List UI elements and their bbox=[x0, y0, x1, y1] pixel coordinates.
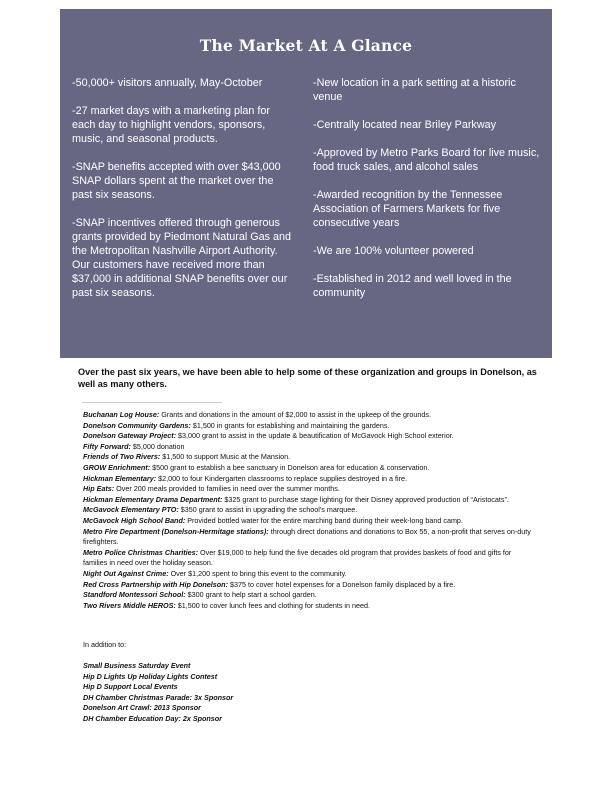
donation-item bbox=[83, 474, 531, 485]
donation-org: Hickman Elementary Drama Department: bbox=[83, 494, 223, 504]
market-at-a-glance-panel bbox=[60, 9, 552, 358]
donation-text: $500 grant to establish a bee sanctuary in Donelson area for education & conservation. bbox=[150, 462, 430, 472]
donation-org: McGavock Elementary PTO: bbox=[83, 505, 179, 515]
extra-item: Hip D Lights Up Holiday Lights Contest bbox=[83, 671, 218, 681]
donation-text: Over 200 meals provided to families in need over the summer months. bbox=[114, 484, 340, 494]
donation-org: Night Out Against Crime: bbox=[83, 568, 169, 578]
extra-item: DH Chamber Christmas Parade: 3x Sponsor bbox=[83, 692, 234, 702]
donation-item bbox=[83, 484, 531, 495]
donation-org: GROW Enrichment: bbox=[83, 462, 151, 472]
extra-item: Donelson Art Crawl: 2013 Sponsor bbox=[83, 703, 201, 713]
fact-item: -27 market days with a marketing plan for each day to highlight vendors, sponsors, music, and seasonal products. bbox=[72, 105, 271, 145]
fact-item: -SNAP incentives offered through generous grants provided by Piedmont Natural Gas and the Metropolitan Nashville Airport Authority. Our customers have received more than $37,000 in additional SNAP benefits over our past six seasons. bbox=[72, 217, 292, 299]
donation-text: Grants and donations in the amount of $2,000 to assist in the upkeep of the grounds. bbox=[159, 410, 431, 419]
donation-text: Over $19,000 to help fund the five decades old program that provides baskets of food and gifts for families in need over the holiday season. bbox=[83, 547, 512, 568]
donation-text: Provided bottled water for the entire marching band during their week-long band camp. bbox=[185, 515, 463, 525]
donation-org: Metro Police Christmas Charities: bbox=[83, 547, 199, 557]
panel-left-column bbox=[72, 76, 292, 314]
extra-item: Hip D Support Local Events bbox=[83, 682, 178, 692]
panel-title: The Market At A Glance bbox=[199, 36, 413, 55]
fact-item: -50,000+ visitors annually, May-October bbox=[72, 77, 263, 89]
donation-org: Buchanan Log House: bbox=[83, 410, 160, 419]
donation-org: Metro Fire Department (Donelson-Hermitage stations): bbox=[83, 526, 269, 536]
donation-org: Donelson Gateway Project: bbox=[83, 431, 177, 441]
donation-org: Red Cross Partnership with Hip Donelson: bbox=[83, 579, 228, 589]
donation-org: Fifty Forward: bbox=[83, 441, 131, 451]
addition-label: In addition to: bbox=[83, 640, 127, 649]
intro-text: Over the past six years, we have been able to help some of these organization and groups in Donelson, as well as many others. bbox=[78, 367, 537, 389]
fact-item: -SNAP benefits accepted with over $43,000 SNAP dollars spent at the market over the past six seasons. bbox=[72, 161, 281, 201]
donation-text: $375 to cover hotel expenses for a Donelson family displaced by a fire. bbox=[227, 579, 456, 589]
extra-item: Small Business Saturday Event bbox=[83, 661, 191, 670]
donation-text: through direct donations and donations to Box 55, a non-profit that serves on-duty firefighters. bbox=[83, 526, 531, 547]
fact-item: -New location in a park setting at a historic venue bbox=[313, 77, 516, 103]
donation-item bbox=[83, 505, 531, 516]
extra-item: DH Chamber Education Day: 2x Sponsor bbox=[83, 713, 222, 723]
donation-item bbox=[83, 601, 531, 612]
donation-text: $325 grant to purchase stage lighting for their Disney approved production of “Aristocats”. bbox=[222, 494, 509, 504]
donation-item bbox=[83, 442, 531, 453]
donation-item bbox=[83, 452, 531, 463]
donation-item bbox=[83, 516, 531, 527]
donation-text: $300 grant to help start a school garden. bbox=[185, 590, 317, 600]
donation-item bbox=[83, 410, 531, 421]
divider bbox=[82, 402, 222, 403]
donation-text: $1,500 in grants for establishing and maintaining the gardens. bbox=[190, 420, 390, 430]
donation-org: Two Rivers Middle HEROS: bbox=[83, 600, 176, 610]
donation-org: Hip Eats: bbox=[83, 484, 115, 494]
extras-list bbox=[83, 661, 383, 725]
fact-item: -Centrally located near Briley Parkway bbox=[313, 119, 497, 131]
fact-item: -Awarded recognition by the Tennessee Association of Farmers Markets for five consecutive years bbox=[313, 189, 503, 229]
panel-right-column bbox=[313, 76, 548, 314]
donation-item bbox=[83, 421, 531, 432]
fact-item: -Established in 2012 and well loved in the community bbox=[313, 273, 512, 299]
donations-list bbox=[83, 410, 531, 611]
donation-text: $2,000 to four Kindergarten classrooms to replace supplies destroyed in a fire. bbox=[156, 473, 408, 483]
donation-item bbox=[83, 463, 531, 474]
donation-text: $350 grant to assist in upgrading the school’s marquee. bbox=[178, 505, 358, 515]
donation-org: Donelson Community Gardens: bbox=[83, 420, 191, 430]
donation-item bbox=[83, 569, 531, 580]
donation-org: Hickman Elementary: bbox=[83, 473, 157, 483]
donation-text: Over $1,200 spent to bring this event to the community. bbox=[168, 568, 347, 578]
donation-org: McGavock High School Band: bbox=[83, 515, 186, 525]
donation-item bbox=[83, 527, 531, 548]
donation-item bbox=[83, 548, 531, 569]
donation-item bbox=[83, 431, 531, 442]
donation-text: $1,500 to cover lunch fees and clothing for students in need. bbox=[175, 600, 370, 610]
donation-text: $5,000 donation bbox=[130, 441, 185, 451]
donation-item bbox=[83, 590, 531, 601]
donation-item bbox=[83, 580, 531, 591]
fact-item: -We are 100% volunteer powered bbox=[313, 245, 474, 257]
donation-org: Friends of Two Rivers: bbox=[83, 452, 161, 462]
donation-text: $3,000 grant to assist in the update & beautification of McGavock High School exterior. bbox=[176, 431, 454, 441]
donation-org: Standford Montessori School: bbox=[83, 590, 186, 600]
fact-item: -Approved by Metro Parks Board for live music, food truck sales, and alcohol sales bbox=[313, 147, 540, 173]
donation-text: $1,500 to support Music at the Mansion. bbox=[160, 452, 291, 462]
donation-item bbox=[83, 495, 531, 506]
